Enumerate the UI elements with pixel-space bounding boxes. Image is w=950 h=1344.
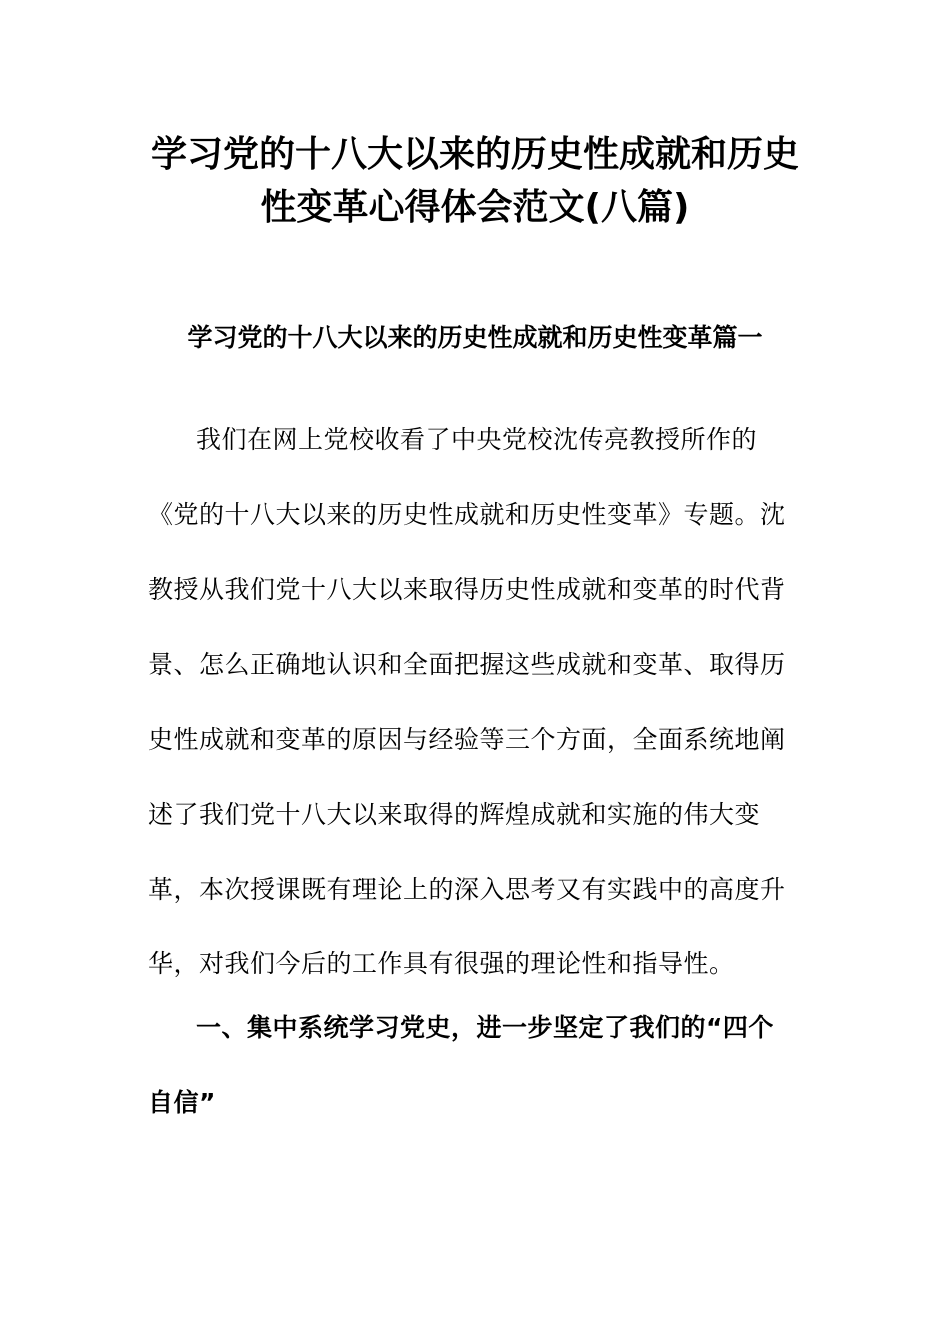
paragraph-line-3: 教授从我们党十八大以来取得历史性成就和变革的时代背 bbox=[148, 575, 786, 604]
paragraph-line-7: 革，本次授课既有理论上的深入思考又有实践中的高度升 bbox=[148, 875, 786, 904]
paragraph-line-5: 史性成就和变革的原因与经验等三个方面，全面系统地阐 bbox=[148, 725, 786, 754]
document-title-line-2: 性变革心得体会范文(八篇) bbox=[260, 187, 690, 228]
paragraph-line-1: 我们在网上党校收看了中央党校沈传亮教授所作的 bbox=[196, 425, 758, 454]
section-title: 学习党的十八大以来的历史性成就和历史性变革篇一 bbox=[187, 323, 763, 352]
heading-line-1: 一、集中系统学习党史，进一步坚定了我们的“四个 bbox=[196, 1013, 774, 1042]
paragraph-line-4: 景、怎么正确地认识和全面把握这些成就和变革、取得历 bbox=[148, 650, 786, 679]
paragraph-line-8: 华，对我们今后的工作具有很强的理论性和指导性。 bbox=[148, 949, 735, 978]
heading-line-2: 自信” bbox=[148, 1088, 216, 1117]
document-title-line-1: 学习党的十八大以来的历史性成就和历史 bbox=[150, 134, 799, 175]
paragraph-line-2: 《党的十八大以来的历史性成就和历史性变革》专题。沈 bbox=[148, 500, 786, 529]
paragraph-line-6: 述了我们党十八大以来取得的辉煌成就和实施的伟大变 bbox=[148, 800, 761, 829]
